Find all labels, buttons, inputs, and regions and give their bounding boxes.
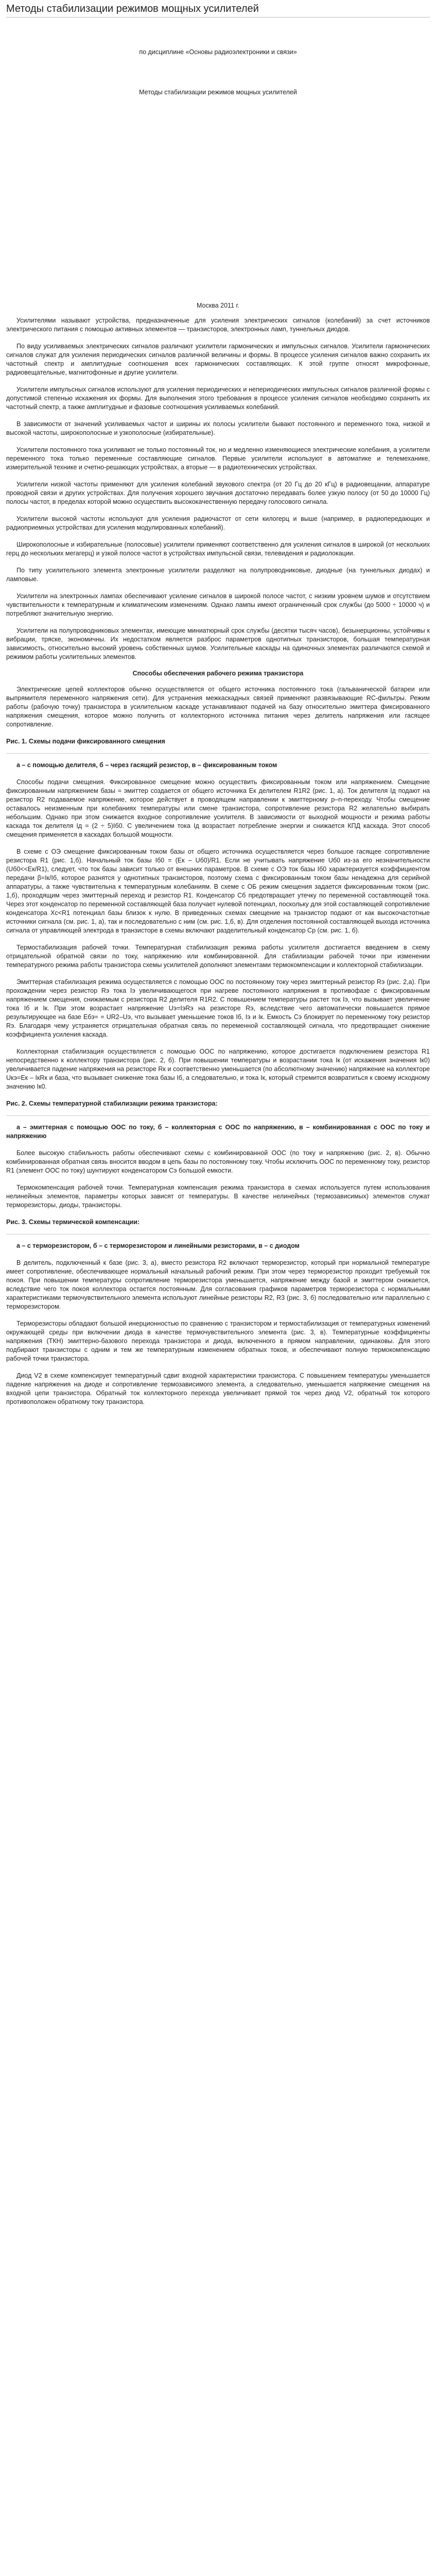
paragraph: Усилители низкой частоты применяют для усиления колебаний звукового спектра (от 20 Гц до 20 кГц) в радиовещании, аппаратуре проводной связи и других устройствах. Для получения хорошего звучания достаточно передавать более узкую полосу (от 50 до 10000 Гц) полосы частот, в пределах которой можно осуществить высококачественную передачу голосового сигнала. bbox=[6, 481, 430, 505]
figure-caption: а – с терморезистором, б – с терморезистором и линейными резисторами, в – с диодом bbox=[16, 1242, 300, 1249]
figure-caption: а – с помощью делителя, б – через гасящий резистор, в – фиксированным током bbox=[16, 761, 277, 769]
figure-divider bbox=[6, 1115, 430, 1116]
title-divider bbox=[6, 17, 430, 18]
paragraph: По типу усилительного элемента электронные усилители разделяют на полупроводниковые, диодные (на туннельных диодах) и ламповые. bbox=[6, 567, 430, 583]
figure-2-block bbox=[6, 1099, 430, 1210]
figure-label: Рис. 2. Схемы температурной стабилизации режима транзистора: bbox=[6, 1100, 218, 1107]
paragraph: В зависимости от значений усиливаемых частот и ширины их полосы усилители бывают постоянного и переменного тока, низкой и высокой частоты, широкополосные и узкополосные (избирательные). bbox=[6, 420, 430, 436]
paragraph: Термостабилизация рабочей точки. Температурная стабилизация режима работы усилителя достигается введением в схему отрицательной обратной связи по току, напряжению или комбинированной. Для стабилизации рабочей точки при изменении температурного режима работы транзистора схемы усилителей дополняют элементами термокомпенсации и коллекторной стабилизации. bbox=[6, 944, 430, 969]
paragraph: Коллекторная стабилизация осуществляется с помощью ООС по напряжению, которое достигается подключением резистора R1 непосредственно к коллектору транзистора (рис. 2, б). При повышении температуры и возрастании тока Iк (от искажения значения Iк0) увеличивается падение напряжения на резисторе Rк и соответственно уменьшается (по абсолютному значению) напряжение на коллекторе Uкэ=Eк – IкRк и база, что вызывает снижение тока базы Iб, а следовательно, и тока Iк, который стремится возвратиться к своему исходному значению Iк0. bbox=[6, 1048, 430, 1090]
paragraph: Усилители высокой частоты используют для усиления радиочастот от сети килогерц и выше (например, в радиопередающих и радиоприемных устройствах для усиления модулированных колебаний). bbox=[6, 515, 430, 531]
paragraph: Широкополосные и избирательные (полосовые) усилители применяют соответственно для усиления сигналов в широкой (от нескольких герц до нескольких мегагерц) и узкой полосе частот в устройствах импульсной связи, телевидения и радиолокации. bbox=[6, 541, 430, 557]
paragraph: По виду усиливаемых электрических сигналов различают усилители гармонических и импульсных сигналов. Усилители гармонических сигналов служат для усиления периодических сигналов различной величины и формы. В процессе усиления сигналов важно сохранить их частотный спектр и амплитудные соотношения всех гармонических составляющих. К этой группе относят микрофонные, радиовещательные, магнитофонные и другие усилители. bbox=[6, 343, 430, 376]
figure-3-block bbox=[6, 1218, 430, 1406]
paragraph: Более высокую стабильность работы обеспечивают схемы с комбинированной ООС (по току и напряжению (рис. 2, в). Обычно комбинированная обратная связь вносится вводом в цепь базы по постоянному току. Чтобы исключить ООС по переменному току, резистор R1 (элемент ООС по току) шунтируют конденсатором Сэ большой емкости. bbox=[6, 1149, 430, 1174]
figure-caption: а – эмиттерная с помощью ООС по току, б – коллекторная с ООС по напряжению, в – комбинированная с ООС по току и напряжению bbox=[6, 1124, 430, 1140]
city-year: Москва 2011 г. bbox=[196, 302, 239, 309]
paragraph: Усилителями называют устройства, предназначенные для усиления электрических сигналов (колебаний) за счет источников электрического питания с помощью активных элементов — транзисторов, электронных ламп, туннельных диодов. bbox=[6, 317, 430, 333]
paragraph: В делитель, подключенный к базе (рис. 3, а), вместо резистора R2 включают терморезистор, который при нормальной температуре имеет сопротивление, обеспечивающее нормальный начальный рабочий режим. При этом через терморезистор проходит требуемый ток покоя. При повышении температуры сопротивление терморезистора уменьшается, напряжение между базой и эмиттером снижается, вследствие чего ток покоя коллектора остается постоянным. Для согласования графиков параметров терморезистора с нормальными характеристиками термочувствительного элемента используют линейные резисторы R2, R3 (рис. 3, б) последовательно или параллельно с терморезистором. bbox=[6, 1259, 430, 1310]
figure-divider bbox=[6, 753, 430, 754]
figure-label: Рис. 3. Схемы термической компенсации: bbox=[6, 1218, 140, 1226]
paragraph: Усилители на полупроводниковых элементах, имеющие миниатюрный срок службы (десятки тысяч часов), безынерционны, устойчивы к вибрации, тряске, экономичны. Их недостатком является разброс параметров однотипных транзисторов, большая температурная зависимость, относительно высокий уровень собственных шумов. Усилительные каскады на одиночных элементах различаются схемой и режимом работы усилительных элементов. bbox=[6, 627, 430, 660]
section-working-mode bbox=[6, 670, 430, 729]
paragraph: Усилители постоянного тока усиливают не только постоянный ток, но и медленно изменяющиеся электрические колебания, а усилители переменного тока только переменные составляющие сигналов. Первые усилители используют в автоматике и телемеханике, измерительной технике и счетно-решающих устройствах, а вторые — в радиотехнических устройствах. bbox=[6, 446, 430, 471]
paragraph: Диод V2 в схеме компенсирует температурный сдвиг входной характеристики транзистора. С повышением температуры уменьшается падение напряжения на диоде и сопротивление термозависимого элемента, а следовательно, уменьшается напряжение смещения на входной цепи транзистора. Обратный ток коллекторного перехода увеличивает прямой ток через диод V2, обратный ток которого противоположен обратному току транзистора. bbox=[6, 1372, 430, 1405]
paragraph: В схеме с ОЭ смещение фиксированным током базы от общего источника осуществляется через большое гасящее сопротивление резистора R1 (рис. 1,б). Начальный ток базы Iб0 = (Eк – Uб0)/R1. Если не учитывать напряжение Uб0 из-за его незначительности (Uб0<<Eк/R1), следует, что ток базы зависит только от внешних параметров. В схеме с ОЭ ток базы Iб0 характеризуется коэффициентом передачи β=Iк/Iб, которое разнятся у однотипных транзисторов, поэтому схема с фиксированным током базы ненадежна для серийной аппаратуры, а также чувствительна к температурным колебаниям. В схеме с ОБ режим смещения задается фиксированным током (рис. 1,б), проходящим через эмиттерный переход и резистор R1. Конденсатор Сб предотвращает утечку по переменной составляющей тока. Через этот конденсатор по переменной составляющей база получает нулевой потенциал, поскольку для этой составляющей сопротивление конденсатора Xc<R1 потенциал базы близок к нулю. В приведенных схемах смещение на транзистор подают от как высокочастотные источники сигнала (см. рис. 1, а), так и последовательно с ним (см. рис. 1,б, в). Для отделения постоянной составляющей выхода источника сигнала от управляющей электрода в транзисторе в схемы включают разделительный конденсатор Ср (см. рис. 1, б). bbox=[6, 848, 430, 934]
discipline-line: по дисциплине «Основы радиоэлектроники и связи» bbox=[139, 48, 297, 56]
paragraph: Усилители импульсных сигналов используют для усиления периодических и непериодических импульсных сигналов различной формы с допустимой степенью искажения их формы. Для выполнения этого требования в процессе усиления сигналов необходимо сохранить их частотный спектр, а также амплитудные и фазовые соотношения усиливаемых колебаний. bbox=[6, 386, 430, 411]
figure-1-block bbox=[6, 737, 430, 1091]
section-heading: Способы обеспечения рабочего режима транзистора bbox=[132, 670, 304, 677]
paragraph: Эмиттерная стабилизация режима осуществляется с помощью ООС по постоянному току через эмиттерный резистор Rэ (рис. 2,а). При прохождении через резистор Rэ тока Iэ увеличивающегося при нагреве постоянного напряжения в противофазе с фиксированным напряжением смещения, снижаемым с резистора R2 делителя R1R2. С повышением температуры растет ток Iэ, что вызывает увеличение тока Iб и Iк. При этом возрастает напряжение Uэ=IэRэ на резисторе Rэ, вследствие чего автоматически повышается прямое результирующее на базе Eбэ= = UR2–Uэ, что вызывает уменьшение токов Iб, Iэ и Iк. Емкость Сэ блокирует по переменному току резистор Rэ. Благодаря чему устраняется отрицательная обратная связь по переменной составляющей сигнала, что предотвращает снижение коэффициента усиления каскада. bbox=[6, 978, 430, 1038]
paragraph: Электрические цепей коллекторов обычно осуществляется от общего источника постоянного тока (гальванической батареи или выпрямителя переменного напряжения сети). Для устранения межкаскадных связей применяют развязывающие RC-фильтры. Режим работы (рабочую точку) транзистора в усилительном каскаде устанавливают подачей на базу относительно эмиттера фиксированного напряжения смещения, которое можно получить от коллекторного источника питания через делитель напряжения или гасящее сопротивление. bbox=[6, 686, 430, 728]
paragraph: Терморезисторы обладают большой инерционностью по сравнению с транзистором и термостабилизация от температурных изменений окружающей среды при включении диода в качестве термочувствительного элемента (рис. 3, в). Температурные коэффициенты напряжения (ТКН) эмиттерно-базового перехода транзистора и диода, включенного в прямом направлении, одинаковы. Для этого подбирают транзисторы с одним и тем же температурным изменением обратных токов, и обеспечивают полную термокомпенсацию рабочей точки транзистора. bbox=[6, 1320, 430, 1362]
intro-section bbox=[6, 316, 430, 662]
paragraph: Усилители на электронных лампах обеспечивают усиление сигналов в широкой полосе частот, с низким уровнем шумов и отсутствием чувствительности к температурным и климатическим изменениям. Однако лампы имеют ограниченный срок службы (до 5000 ÷ 10000 ч) и потребляют значительную энергию. bbox=[6, 592, 430, 617]
figure-label: Рис. 1. Схемы подачи фиксированного смещения bbox=[6, 738, 165, 745]
paragraph: Термокомпенсация рабочей точки. Температурная компенсация режима транзистора в схемах используется путем использования нелинейных элементов, параметры которых зависят от температуры. В качестве нелинейных (термозависимых) элементов служат терморезисторы, диоды, транзисторы. bbox=[6, 1184, 430, 1209]
page-title: Методы стабилизации режимов мощных усилителей bbox=[6, 3, 259, 14]
topic-line: Методы стабилизации режимов мощных усилителей bbox=[139, 89, 297, 96]
paragraph: Способы подачи смещения. Фиксированное смещение можно осуществить фиксированным током или напряжением. Смещение фиксированным напряжением базы ≈ эмиттер создается от общего источника Eк делителем R1R2 (рис. 1, а). Ток делителя Iд подают на резистор R2 подаваемое напряжение, которое действует в проводящем направлении к эмиттерному p–n-переходу. Чтобы смещение оставалось неизменным при колебаниях температуры или смене транзистора, сопротивление резистора R2 желательно выбирать небольшим. Однако при этом снижается входное сопротивление усилителя. В зависимости от выходной мощности и режима работы каскада ток делителя Iд = (2 ÷ 5)Iб0. С увеличением тока Iд возрастает потребление энергии и снижается КПД каскада. Этот способ смещения применяется в каскадах большой мощности. bbox=[6, 778, 430, 838]
